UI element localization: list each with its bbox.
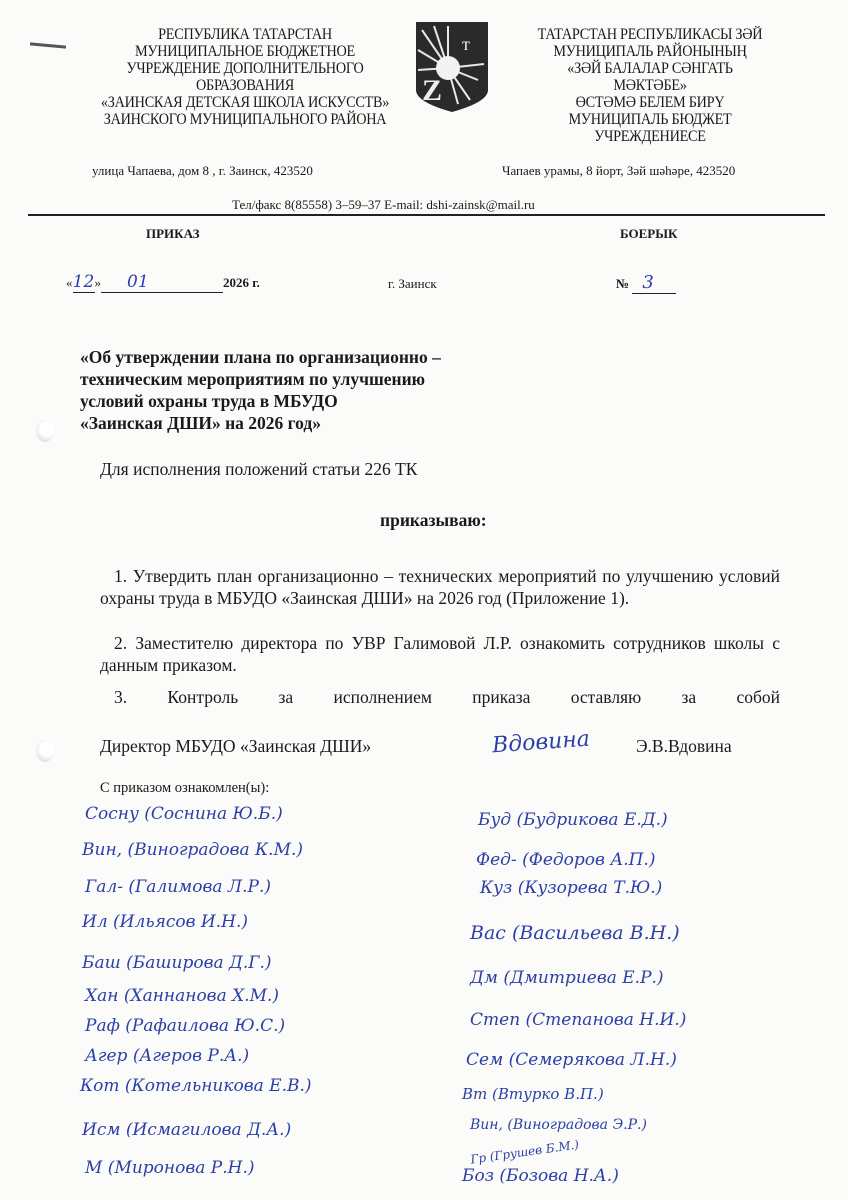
number-label: №: [616, 276, 630, 291]
signature-entry: Кот (Котельникова Е.В.): [80, 1076, 312, 1096]
order-item-2: 2. Заместителю директора по УВР Галимовой Л.Р. ознакомить сотрудников школы с данным приказом.: [100, 633, 780, 675]
date-month: 01: [101, 272, 223, 293]
signature-entry: Сем (Семерякова Л.Н.): [466, 1050, 677, 1070]
signature-entry: Куз (Кузорева Т.Ю.): [480, 878, 663, 898]
signature-entry: Баш (Баширова Д.Г.): [82, 953, 272, 973]
number-value: 3: [632, 272, 676, 294]
punch-hole: [36, 740, 54, 762]
signature-entry: Вас (Васильева В.Н.): [470, 922, 680, 944]
director-title: Директор МБУДО «Заинская ДШИ»: [100, 736, 372, 756]
title-line: техническим мероприятиям по улучшению: [80, 369, 426, 389]
header-left: [84, 26, 406, 128]
signature-entry: Хан (Ханнанова Х.М.): [85, 986, 280, 1006]
school-logo: [414, 20, 490, 112]
header-line: «ЗАИНСКАЯ ДЕТСКАЯ ШКОЛА ИСКУССТВ»: [100, 94, 390, 111]
scan-mark: [30, 42, 66, 48]
signature-entry: Буд (Будрикова Е.Д.): [478, 810, 668, 830]
signature-entry: Фед- (Федоров А.П.): [476, 850, 656, 870]
signature-entry: Раф (Рафаилова Ю.С.): [85, 1016, 286, 1036]
director-name: Э.В.Вдовина: [636, 736, 732, 756]
header-line: УЧРЕЖДЕНИЕ ДОПОЛНИТЕЛЬНОГО: [126, 60, 364, 77]
order-number: [616, 272, 676, 294]
punch-hole: [36, 420, 54, 442]
header-line: ЗАИНСКОГО МУНИЦИПАЛЬНОГО РАЙОНА: [103, 111, 387, 128]
header-line: МӘКТӘБЕ»: [613, 77, 687, 94]
date-day: 12: [72, 272, 95, 292]
signature-entry: Гал- (Галимова Л.Р.): [85, 877, 271, 897]
header-line: ӨСТӘМӘ БЕЛЕМ БИРҮ: [575, 94, 725, 111]
director-signature: Вдовина: [491, 726, 591, 759]
order-date: [66, 272, 260, 293]
doc-type-ru: ПРИКАЗ: [146, 226, 200, 241]
header-line: ТАТАРСТАН РЕСПУБЛИКАСЫ ЗӘЙ: [537, 26, 763, 43]
address-right: Чапаев урамы, 8 йорт, Зәй шәһәре, 423520: [502, 163, 736, 178]
quote: »: [94, 275, 101, 290]
order-title: [80, 346, 441, 434]
order-item-3: 3. Контроль за исполнением приказа оставляю за собой: [114, 687, 780, 707]
address-left: улица Чапаева, дом 8 , г. Заинск, 423520: [92, 163, 313, 178]
signature-entry: Боз (Бозова Н.А.): [462, 1166, 619, 1186]
signature-entry: М (Миронова Р.Н.): [85, 1158, 255, 1178]
quote: «: [66, 275, 73, 290]
signature-entry: Исм (Исмагилова Д.А.): [82, 1120, 292, 1140]
signature-entry: Вин, (Виноградова Э.Р.): [470, 1117, 647, 1133]
header-line: «ЗӘЙ БАЛАЛАР СӘНГАТЬ: [567, 60, 733, 77]
doc-type-tt: БОЕРЫК: [620, 226, 678, 241]
order-item-1: 1. Утвердить план организационно – технических мероприятий по улучшению условий охраны труда в МБУДО «Заинская ДШИ» на 2026 год (Приложение 1).: [100, 566, 780, 608]
order-basis: Для исполнения положений статьи 226 ТК: [100, 459, 418, 479]
title-line: «Об утверждении плана по организационно –: [80, 347, 441, 367]
title-line: условий охраны труда в МБУДО: [80, 391, 338, 411]
signature-entry: Агер (Агеров Р.А.): [85, 1046, 250, 1066]
header-line: ОБРАЗОВАНИЯ: [196, 77, 294, 94]
header-line: УЧРЕЖДЕНИЕСЕ: [594, 128, 706, 145]
acquainted-label: С приказом ознакомлен(ы):: [100, 780, 270, 796]
signature-entry: Вт (Втурко В.П.): [462, 1085, 604, 1103]
date-year: 2026 г.: [223, 275, 260, 290]
signature-entry: Дм (Дмитриева Е.Р.): [470, 968, 664, 988]
signature-entry: Гр (Грушев Б.М.): [469, 1137, 580, 1167]
svg-text:т: т: [462, 34, 470, 54]
svg-text:Z: Z: [422, 74, 443, 107]
contacts: Тел/факс 8(85558) 3–59–37 E-mail: dshi-zainsk@mail.ru: [232, 197, 535, 212]
signature-entry: Вин, (Виноградова К.М.): [82, 840, 304, 860]
header-right: [503, 26, 797, 145]
header-line: РЕСПУБЛИКА ТАТАРСТАН: [158, 26, 332, 43]
header-line: МУНИЦИПАЛЬ РАЙОНЫНЫҢ: [553, 43, 747, 60]
header-divider: [28, 214, 825, 216]
sun-emblem-icon: [414, 20, 490, 112]
signature-entry: Сосну (Соснина Ю.Б.): [85, 804, 283, 824]
header-line: МУНИЦИПАЛЬ БЮДЖЕТ: [568, 111, 732, 128]
header-line: МУНИЦИПАЛЬНОЕ БЮДЖЕТНОЕ: [135, 43, 355, 60]
order-city: г. Заинск: [388, 276, 437, 291]
signature-entry: Ил (Ильясов И.Н.): [82, 912, 248, 932]
title-line: «Заинская ДШИ» на 2026 год»: [80, 413, 322, 433]
signature-entry: Степ (Степанова Н.И.): [470, 1010, 687, 1030]
order-word: приказываю:: [380, 510, 487, 530]
